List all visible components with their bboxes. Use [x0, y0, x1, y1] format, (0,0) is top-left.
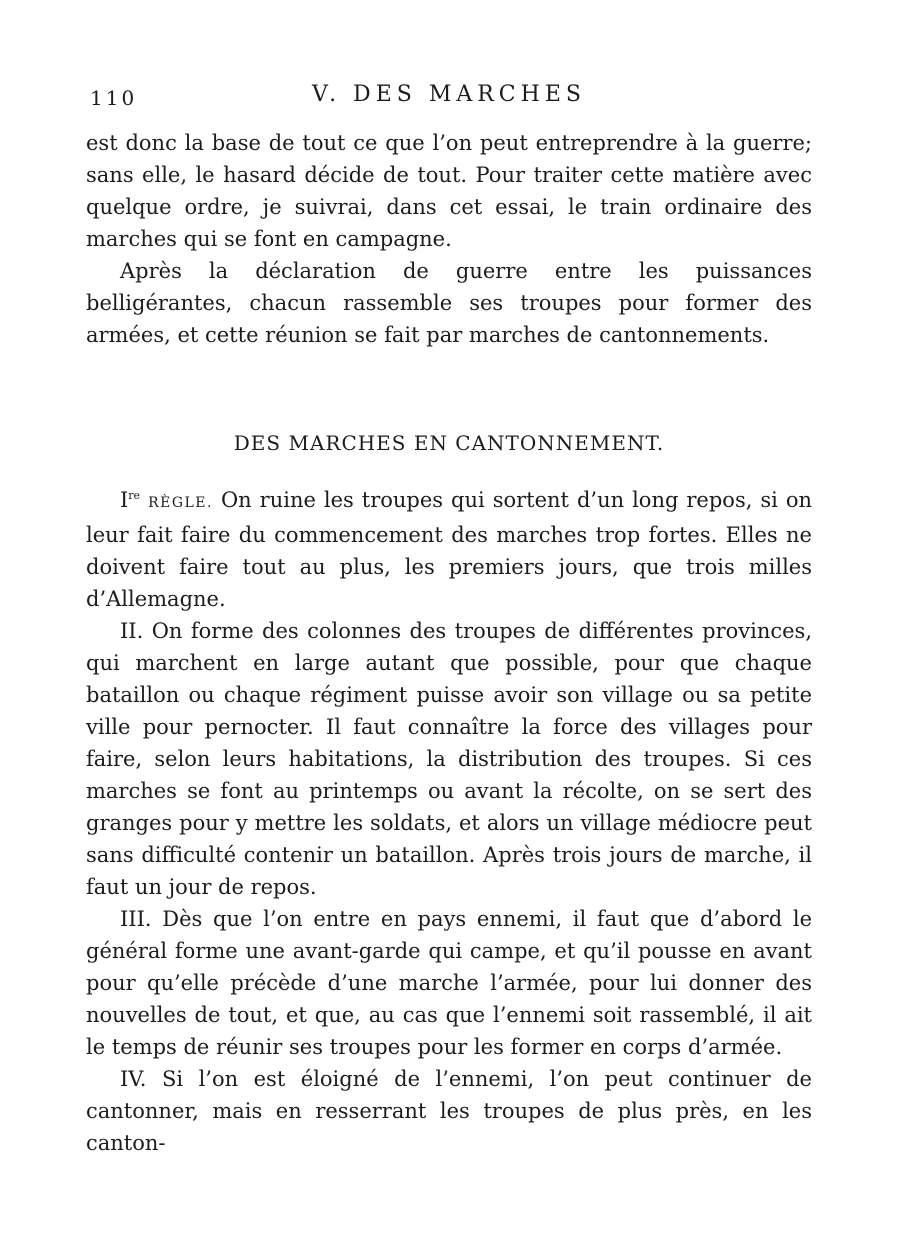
rule-4-numeral: IV. — [120, 1067, 147, 1091]
intro-paragraph-2: Après la déclaration de guerre entre les puissances belligérantes, chacun rassemble ses troupes pour former des armées, et cette réunion se fait par marches de cantonnements. — [86, 259, 812, 347]
rule-2-numeral: II. — [120, 619, 144, 643]
intro-text-block — [86, 127, 812, 351]
section-heading: DES MARCHES EN CANTONNEMENT. — [233, 431, 665, 455]
rule-paragraph-1 — [86, 480, 812, 615]
running-head — [88, 82, 810, 112]
rule-1-label: RÈGLE. — [148, 495, 213, 511]
rule-1-numeral: Ire — [120, 488, 141, 512]
intro-paragraph-1: est donc la base de tout ce que l’on peut entreprendre à la guerre; sans elle, le hasard décide de tout. Pour traiter cette matière avec quelque ordre, je suivrai, dans cet essai, le train ordinaire des marches qui se font en campagne. — [86, 131, 812, 251]
page-number: 110 — [90, 86, 138, 110]
rules-text-block — [86, 480, 812, 1159]
rule-4-text: Si l’on est éloigné de l’ennemi, l’on peut continuer de cantonner, mais en resserrant les troupes de plus près, en les canton- — [86, 1067, 812, 1155]
rule-paragraph-3 — [86, 903, 812, 1063]
rule-paragraph-2 — [86, 615, 812, 903]
rule-paragraph-4 — [86, 1063, 812, 1159]
rule-1-text: On ruine les troupes qui sortent d’un long repos, si on leur fait faire du commencement des marches trop fortes. Elles ne doivent faire tout au plus, les premiers jours, que trois milles d’Allemagne. — [86, 488, 812, 611]
rule-3-numeral: III. — [120, 907, 152, 931]
rule-3-text: Dès que l’on entre en pays ennemi, il faut que d’abord le général forme une avant-garde qui campe, et qu’il pousse en avant pour qu’elle précède d’une marche l’armée, pour lui donner des nouvelles de tout, et que, au cas que l’ennemi soit rassemblé, il ait le temps de réunir ses troupes pour les former en corps d’armée. — [86, 907, 812, 1059]
running-title: V. DES MARCHES — [312, 82, 586, 107]
rule-2-text: On forme des colonnes des troupes de différentes provinces, qui marchent en large autant que possible, pour que chaque bataillon ou chaque régiment puisse avoir son village ou sa petite ville pour pernocter. Il faut connaître la force des villages pour faire, selon leurs habitations, la distribution des troupes. Si ces marches se font au printemps ou avant la récolte, on se sert des granges pour y mettre les soldats, et alors un village médiocre peut sans difficulté contenir un bataillon. Après trois jours de marche, il faut un jour de repos. — [86, 619, 812, 899]
